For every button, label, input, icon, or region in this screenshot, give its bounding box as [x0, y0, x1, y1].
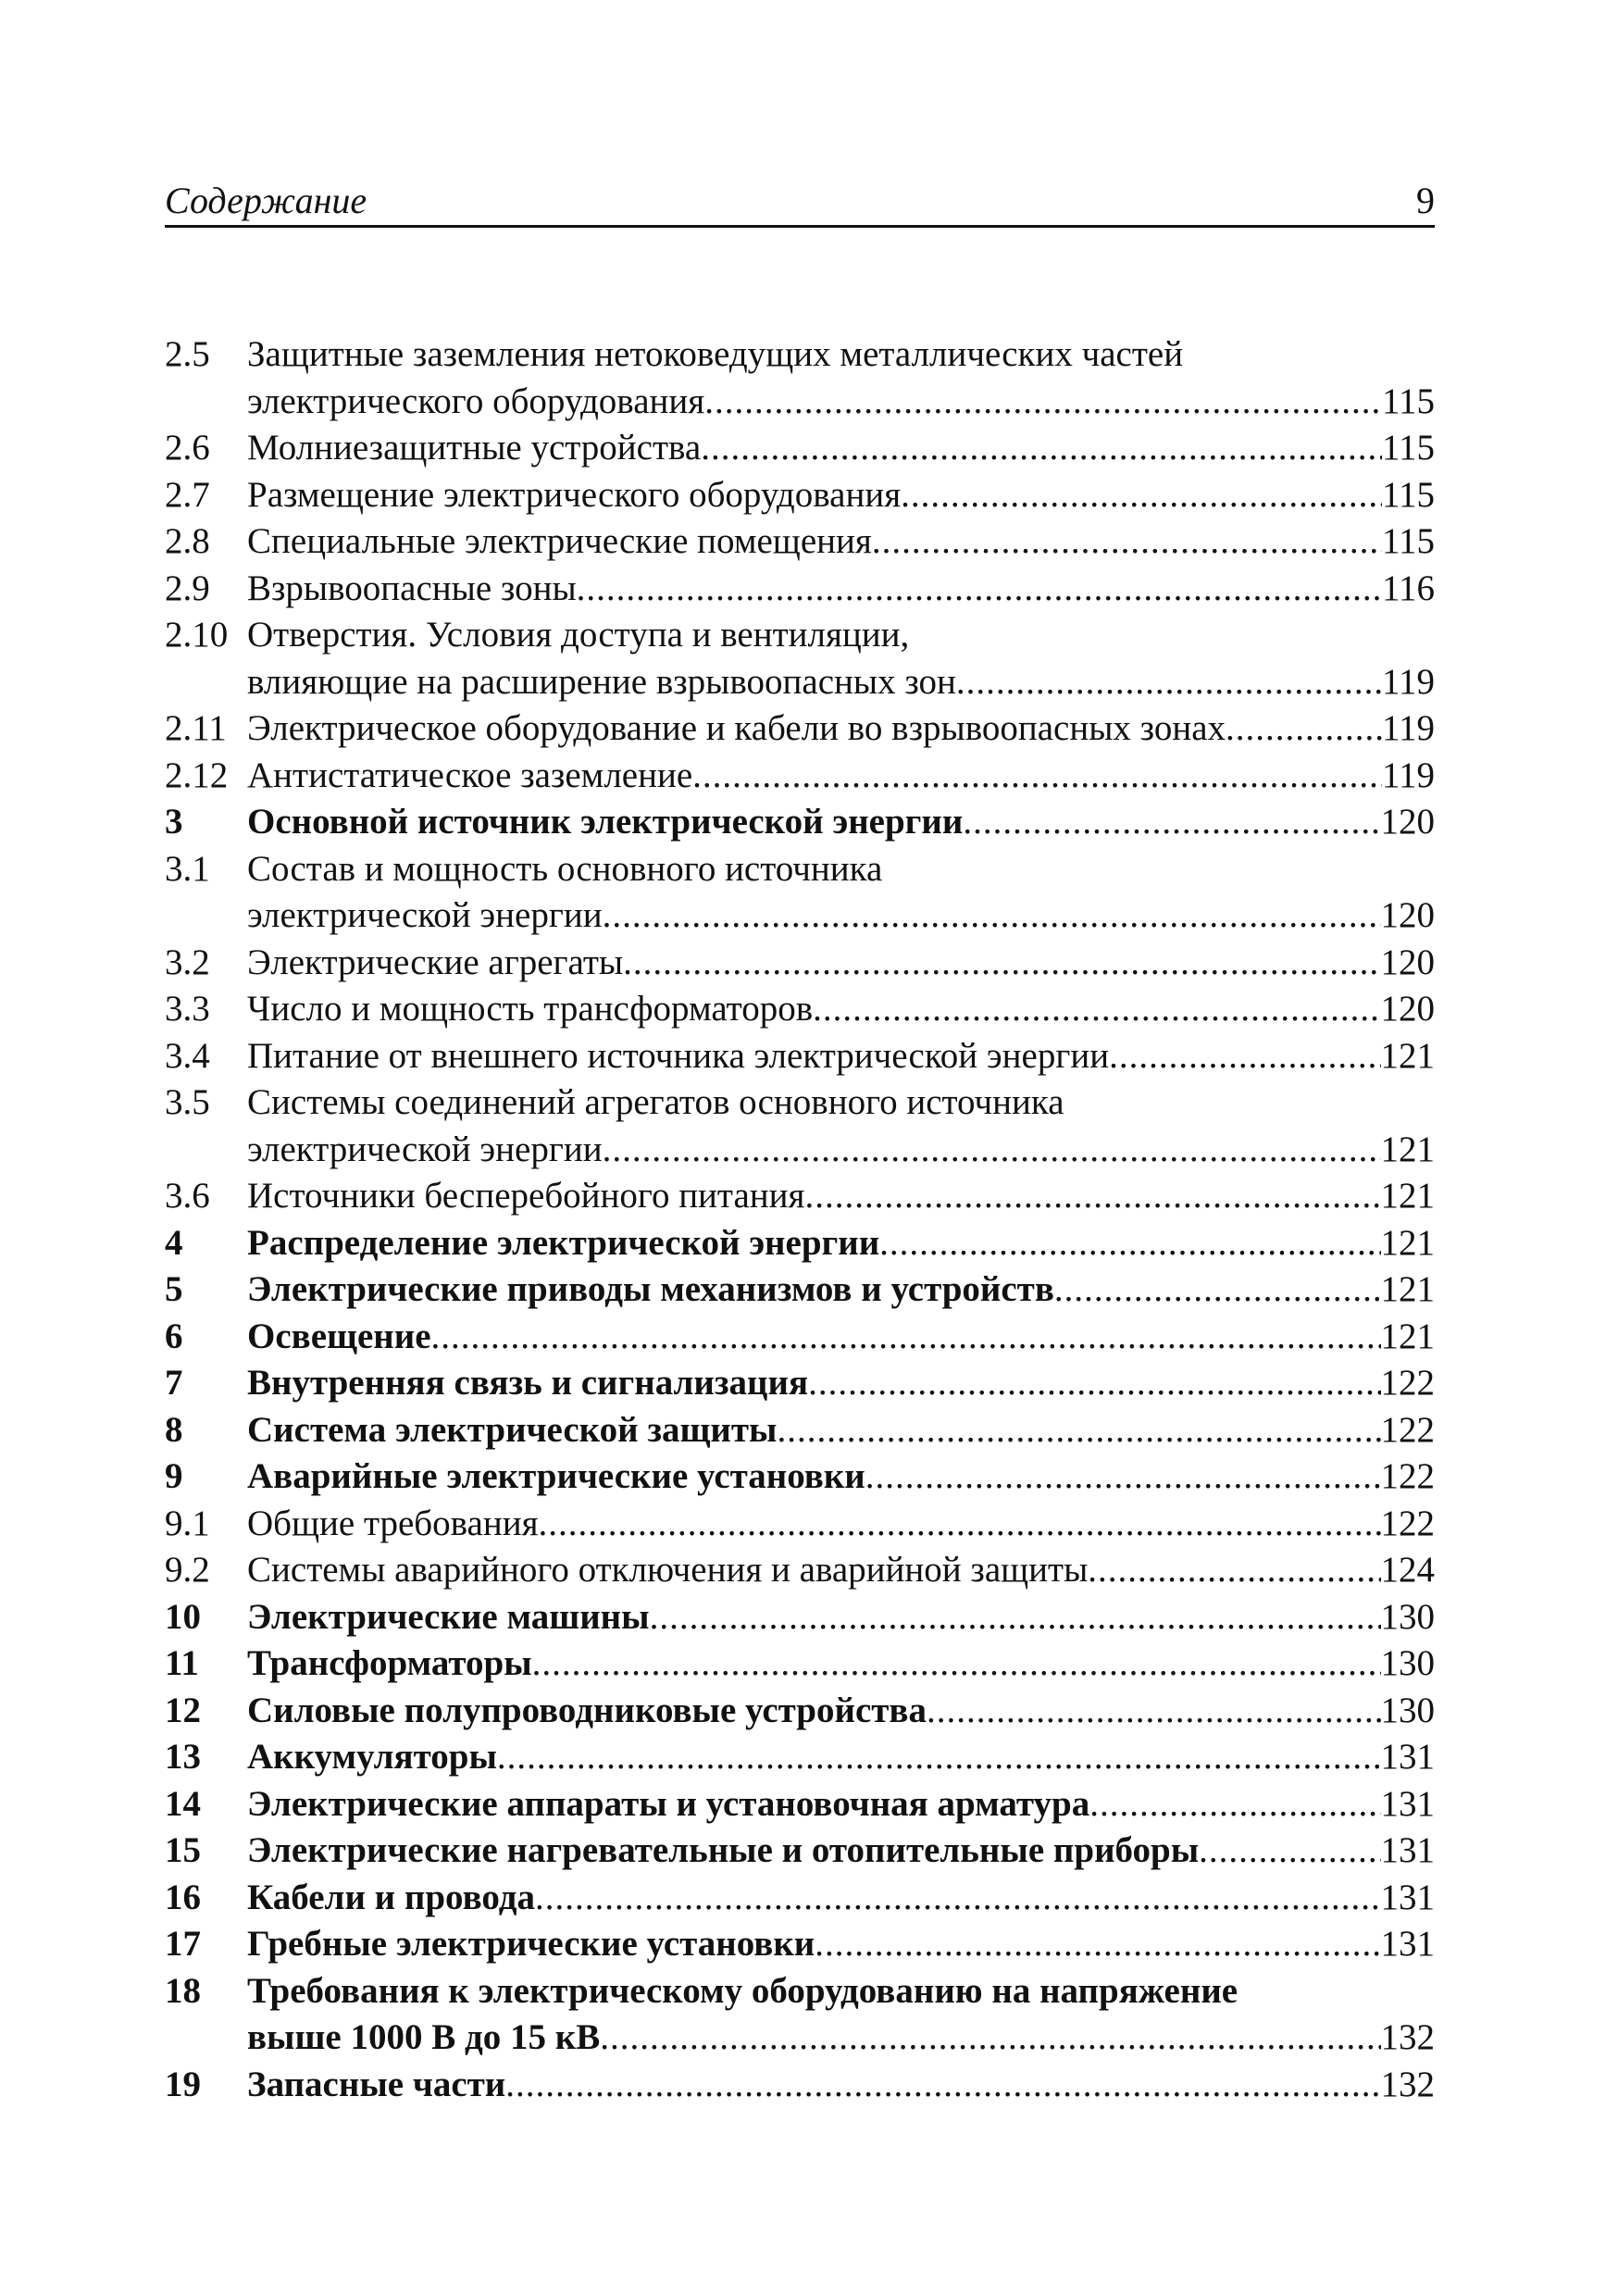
toc-title-line	[247, 1828, 1435, 1875]
toc-section-number: 19	[165, 2064, 201, 2104]
toc-entry[interactable]	[165, 1407, 1435, 1454]
dot-leader	[1088, 1547, 1380, 1594]
toc-entry-body	[247, 1547, 1435, 1594]
toc-entry[interactable]	[165, 1173, 1435, 1220]
toc-entry-body	[247, 986, 1435, 1033]
toc-title-line	[247, 1314, 1435, 1361]
toc-page-number: 119	[1381, 661, 1435, 702]
toc-title: Система электрической защиты	[247, 1409, 778, 1450]
toc-entry-body	[247, 1407, 1435, 1454]
toc-page-number: 132	[1380, 2017, 1435, 2057]
toc-title-line	[247, 2015, 1435, 2062]
toc-title: Силовые полупроводниковые устройства	[247, 1690, 927, 1730]
toc-title: Специальные электрические помещения	[247, 521, 872, 561]
toc-entry-body	[247, 1454, 1435, 1501]
toc-entry-body	[247, 425, 1435, 472]
toc-section-number: 3.5	[165, 1082, 210, 1122]
toc-entry[interactable]	[165, 518, 1435, 566]
toc-title-line	[247, 1033, 1435, 1080]
toc-entry[interactable]	[165, 1220, 1435, 1267]
toc-page-number: 121	[1380, 1316, 1435, 1356]
toc-section-number: 2.5	[165, 334, 210, 374]
toc-title: Электрические агрегаты	[247, 942, 624, 982]
toc-title-line	[247, 1594, 1435, 1641]
toc-entry[interactable]	[165, 1921, 1435, 1968]
toc-title: Электрическое оборудование и кабели во взрывоопасных зонах	[247, 708, 1226, 748]
table-of-contents	[165, 331, 1435, 2108]
toc-entry-body	[247, 753, 1435, 800]
toc-title: Молниезащитные устройства	[247, 428, 702, 468]
dot-leader	[704, 379, 1382, 426]
toc-section-number: 11	[165, 1643, 199, 1683]
toc-entry[interactable]	[165, 2062, 1435, 2109]
toc-title: Электрические нагревательные и отопительные приборы	[247, 1830, 1200, 1870]
toc-title: электрической энергии	[247, 895, 603, 935]
toc-section-number: 15	[165, 1830, 201, 1870]
dot-leader	[1089, 1781, 1380, 1828]
toc-entry[interactable]	[165, 1360, 1435, 1407]
toc-title-line	[247, 799, 1435, 846]
toc-title-first-line: Защитные заземления нетоковедущих металлических частей	[247, 334, 1184, 374]
toc-title: Кабели и провода	[247, 1877, 535, 1917]
toc-page-number: 119	[1381, 708, 1435, 748]
toc-title: Аккумуляторы	[247, 1737, 497, 1777]
toc-section-number: 2.11	[165, 708, 227, 748]
toc-entry-body	[247, 566, 1435, 613]
toc-section-number: 4	[165, 1222, 183, 1263]
toc-entry[interactable]	[165, 1688, 1435, 1735]
toc-title-line	[247, 1407, 1435, 1454]
toc-title: влияющие на расширение взрывоопасных зон	[247, 661, 956, 702]
toc-entry[interactable]	[165, 705, 1435, 753]
toc-title: Питание от внешнего источника электрической энергии	[247, 1035, 1110, 1076]
toc-title: Источники бесперебойного питания	[247, 1176, 805, 1216]
dot-leader	[650, 1594, 1381, 1641]
toc-entry-body	[247, 846, 1435, 940]
dot-leader	[872, 518, 1382, 566]
dot-leader	[927, 1688, 1381, 1735]
toc-entry[interactable]	[165, 940, 1435, 987]
toc-section-number: 3.6	[165, 1176, 210, 1216]
toc-page-number: 121	[1380, 1176, 1435, 1216]
toc-entry[interactable]	[165, 1501, 1435, 1548]
toc-title: электрического оборудования	[247, 381, 705, 421]
toc-entry-body	[247, 331, 1435, 425]
dot-leader	[532, 1641, 1381, 1688]
dot-leader	[600, 2015, 1380, 2062]
toc-entry[interactable]	[165, 1454, 1435, 1501]
toc-page-number: 132	[1380, 2064, 1435, 2104]
running-title: Содержание	[165, 180, 367, 221]
toc-entry-body	[247, 1875, 1435, 1922]
page-number: 9	[1416, 180, 1435, 221]
toc-title-line	[247, 940, 1435, 987]
toc-page-number: 115	[1381, 428, 1435, 468]
toc-title: Размещение электрического оборудования	[247, 474, 902, 515]
dot-leader	[815, 1921, 1380, 1968]
toc-page-number: 120	[1380, 802, 1435, 842]
toc-page-number: 116	[1381, 568, 1435, 608]
toc-entry[interactable]	[165, 846, 1435, 940]
toc-title-line	[247, 1781, 1435, 1828]
toc-entry[interactable]	[165, 799, 1435, 846]
toc-title: Гребные электрические установки	[247, 1924, 815, 1964]
toc-entry[interactable]	[165, 1641, 1435, 1688]
toc-entry-body	[247, 612, 1435, 705]
running-header	[165, 172, 1435, 228]
dot-leader	[808, 1360, 1380, 1407]
toc-section-number: 9.1	[165, 1503, 210, 1543]
toc-title-line	[247, 1547, 1435, 1594]
toc-page-number: 122	[1380, 1456, 1435, 1496]
toc-title: Взрывоопасные зоны	[247, 568, 577, 608]
toc-entry[interactable]	[165, 1828, 1435, 1875]
toc-title-line	[247, 472, 1435, 519]
dot-leader	[539, 1501, 1381, 1548]
toc-page-number: 124	[1380, 1550, 1435, 1590]
toc-section-number: 9.2	[165, 1550, 210, 1590]
toc-entry[interactable]	[165, 1314, 1435, 1361]
toc-title: Запасные части	[247, 2064, 506, 2104]
dot-leader	[603, 1127, 1381, 1174]
toc-page-number: 115	[1381, 474, 1435, 515]
toc-title-line	[247, 518, 1435, 566]
toc-title-first-line: Требования к электрическому оборудованию на напряжение	[247, 1970, 1238, 2011]
dot-leader	[603, 892, 1381, 940]
toc-section-number: 2.6	[165, 428, 210, 468]
toc-section-number: 12	[165, 1690, 201, 1730]
toc-section-number: 10	[165, 1596, 201, 1637]
toc-section-number: 7	[165, 1363, 183, 1403]
toc-title-line	[247, 1267, 1435, 1314]
dot-leader	[963, 799, 1380, 846]
toc-page-number: 119	[1381, 755, 1435, 795]
toc-title: выше 1000 В до 15 кВ	[247, 2017, 601, 2057]
toc-title: Число и мощность трансформаторов	[247, 989, 814, 1029]
toc-title: Трансформаторы	[247, 1643, 532, 1683]
toc-entry-body	[247, 1641, 1435, 1688]
toc-page-number: 131	[1380, 1877, 1435, 1917]
toc-entry[interactable]	[165, 986, 1435, 1033]
toc-page-number: 120	[1380, 942, 1435, 982]
toc-entry[interactable]	[165, 1968, 1435, 2062]
toc-title: Основной источник электрической энергии	[247, 802, 964, 842]
toc-title-line	[247, 2062, 1435, 2109]
toc-entry-body	[247, 1828, 1435, 1875]
toc-title-first-line: Состав и мощность основного источника	[247, 848, 883, 889]
toc-page-number: 130	[1380, 1596, 1435, 1637]
toc-page-number: 120	[1380, 895, 1435, 935]
toc-title-line	[247, 566, 1435, 613]
toc-entry-body	[247, 1173, 1435, 1220]
toc-title-line	[247, 1641, 1435, 1688]
toc-entry-body	[247, 518, 1435, 566]
toc-entry[interactable]	[165, 1734, 1435, 1781]
toc-entry[interactable]	[165, 331, 1435, 425]
toc-page-number: 130	[1380, 1690, 1435, 1730]
toc-page-number: 131	[1380, 1924, 1435, 1964]
toc-title-line	[247, 1875, 1435, 1922]
toc-page-number: 131	[1380, 1783, 1435, 1824]
dot-leader	[1054, 1267, 1381, 1314]
toc-section-number: 2.9	[165, 568, 210, 608]
toc-entry[interactable]	[165, 1875, 1435, 1922]
toc-entry-body	[247, 1501, 1435, 1548]
toc-entry-body	[247, 1360, 1435, 1407]
toc-title-line	[247, 1454, 1435, 1501]
toc-section-number: 3.4	[165, 1035, 210, 1076]
toc-entry-body	[247, 1033, 1435, 1080]
dot-leader	[577, 566, 1382, 613]
toc-entry-body	[247, 472, 1435, 519]
toc-title: Аварийные электрические установки	[247, 1456, 865, 1496]
toc-entry[interactable]	[165, 1594, 1435, 1641]
toc-entry[interactable]	[165, 1079, 1435, 1173]
dot-leader	[535, 1875, 1381, 1922]
toc-entry[interactable]	[165, 1781, 1435, 1828]
toc-entry[interactable]	[165, 566, 1435, 613]
toc-page-number: 131	[1380, 1830, 1435, 1870]
toc-page-number: 121	[1380, 1269, 1435, 1309]
toc-entry-body	[247, 1079, 1435, 1173]
toc-title: Освещение	[247, 1316, 431, 1356]
toc-page-number: 130	[1380, 1643, 1435, 1683]
toc-entry-body	[247, 1968, 1435, 2062]
toc-entry-body	[247, 1314, 1435, 1361]
toc-title-line	[247, 379, 1435, 426]
toc-section-number: 5	[165, 1269, 183, 1309]
toc-title-line	[247, 1173, 1435, 1220]
toc-title: Электрические аппараты и установочная арматура	[247, 1783, 1090, 1824]
dot-leader	[431, 1314, 1381, 1361]
toc-title: Системы аварийного отключения и аварийной защиты	[247, 1550, 1089, 1590]
toc-section-number: 3	[165, 802, 183, 842]
dot-leader	[505, 2062, 1380, 2109]
toc-page-number: 122	[1380, 1363, 1435, 1403]
toc-page-number: 122	[1380, 1503, 1435, 1543]
toc-entry[interactable]	[165, 472, 1435, 519]
toc-entry-body	[247, 940, 1435, 987]
toc-title-line	[247, 705, 1435, 753]
toc-entry-body	[247, 2062, 1435, 2109]
toc-title-line	[247, 1220, 1435, 1267]
toc-page-number: 115	[1381, 521, 1435, 561]
toc-entry[interactable]	[165, 1267, 1435, 1314]
toc-title-line	[247, 1501, 1435, 1548]
dot-leader	[1226, 705, 1382, 753]
toc-section-number: 13	[165, 1737, 201, 1777]
dot-leader	[813, 986, 1380, 1033]
toc-section-number: 17	[165, 1924, 201, 1964]
dot-leader	[804, 1173, 1380, 1220]
dot-leader	[879, 1220, 1380, 1267]
toc-title-line	[247, 659, 1435, 706]
toc-section-number: 2.8	[165, 521, 210, 561]
toc-title-line	[247, 753, 1435, 800]
toc-page-number: 121	[1380, 1035, 1435, 1076]
toc-title: Внутренняя связь и сигнализация	[247, 1363, 809, 1403]
toc-title-line	[247, 986, 1435, 1033]
toc-page-number: 121	[1380, 1129, 1435, 1169]
toc-section-number: 2.10	[165, 615, 229, 655]
toc-entry-body	[247, 799, 1435, 846]
toc-page-number: 122	[1380, 1409, 1435, 1450]
toc-title: Распределение электрической энергии	[247, 1222, 880, 1263]
toc-entry-body	[247, 1594, 1435, 1641]
dot-leader	[778, 1407, 1381, 1454]
dot-leader	[956, 659, 1382, 706]
toc-page-number: 120	[1380, 989, 1435, 1029]
dot-leader	[901, 472, 1382, 519]
toc-title-line	[247, 892, 1435, 940]
toc-page-number: 131	[1380, 1737, 1435, 1777]
toc-title: Электрические машины	[247, 1596, 650, 1637]
toc-title: Общие требования	[247, 1503, 539, 1543]
toc-entry[interactable]	[165, 612, 1435, 705]
toc-entry-body	[247, 1921, 1435, 1968]
toc-page-number: 121	[1380, 1222, 1435, 1263]
toc-entry[interactable]	[165, 753, 1435, 800]
toc-section-number: 3.3	[165, 989, 210, 1029]
toc-title-line	[247, 1921, 1435, 1968]
toc-title: Электрические приводы механизмов и устройств	[247, 1269, 1054, 1309]
dot-leader	[497, 1734, 1381, 1781]
toc-entry[interactable]	[165, 1547, 1435, 1594]
toc-entry-body	[247, 705, 1435, 753]
toc-entry[interactable]	[165, 1033, 1435, 1080]
toc-entry[interactable]	[165, 425, 1435, 472]
toc-section-number: 16	[165, 1877, 201, 1917]
toc-section-number: 14	[165, 1783, 201, 1824]
toc-section-number: 3.2	[165, 942, 210, 982]
toc-title-line	[247, 1360, 1435, 1407]
toc-entry-body	[247, 1267, 1435, 1314]
dot-leader	[701, 425, 1382, 472]
dot-leader	[1109, 1033, 1380, 1080]
dot-leader	[623, 940, 1380, 987]
dot-leader	[1199, 1828, 1380, 1875]
toc-entry-body	[247, 1220, 1435, 1267]
toc-title-line	[247, 1734, 1435, 1781]
toc-title: Антистатическое заземление	[247, 755, 693, 795]
dot-leader	[865, 1454, 1381, 1501]
toc-title-line	[247, 425, 1435, 472]
dot-leader	[692, 753, 1382, 800]
toc-section-number: 18	[165, 1970, 201, 2011]
toc-entry-body	[247, 1688, 1435, 1735]
toc-entry-body	[247, 1781, 1435, 1828]
toc-page-number: 115	[1381, 381, 1435, 421]
toc-section-number: 3.1	[165, 848, 210, 889]
toc-title-line	[247, 1688, 1435, 1735]
toc-section-number: 2.12	[165, 755, 229, 795]
toc-title-first-line: Отверстия. Условия доступа и вентиляции,	[247, 615, 910, 655]
toc-section-number: 6	[165, 1316, 183, 1356]
toc-title-line	[247, 1127, 1435, 1174]
toc-title: электрической энергии	[247, 1129, 603, 1169]
toc-section-number: 2.7	[165, 474, 210, 515]
toc-entry-body	[247, 1734, 1435, 1781]
toc-section-number: 8	[165, 1409, 183, 1450]
toc-title-first-line: Системы соединений агрегатов основного источника	[247, 1082, 1064, 1122]
toc-section-number: 9	[165, 1456, 183, 1496]
